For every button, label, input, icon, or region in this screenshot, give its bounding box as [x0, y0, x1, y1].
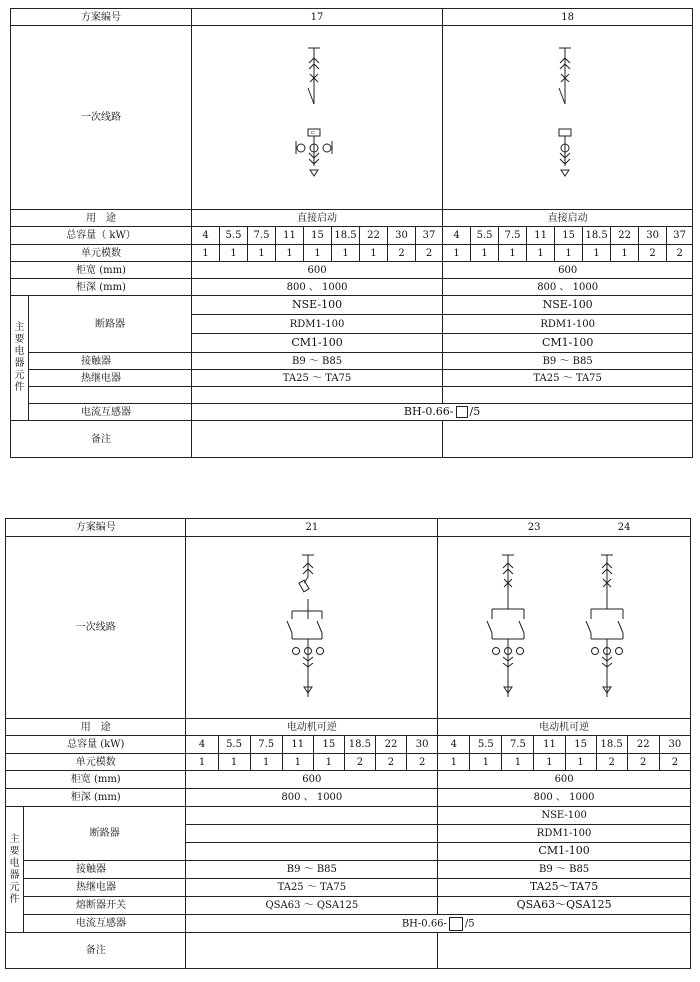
module-cell: 2: [407, 754, 438, 771]
thermal-relay-21: TA25 ～ TA75: [186, 879, 438, 897]
thermal-relay-label: 热继电器: [24, 879, 186, 897]
module-cell: 1: [438, 754, 470, 771]
capacity-cell: 5.5: [471, 227, 499, 245]
modules-label: 单元模数: [6, 754, 186, 771]
module-cell: 1: [534, 754, 565, 771]
circuit-diagram-17: [192, 26, 443, 210]
cabinet-depth-23-24: 800 、 1000: [438, 789, 691, 807]
breaker-21-empty: [186, 825, 438, 843]
module-cell: 1: [332, 245, 360, 262]
use-value-17: 直接启动: [192, 210, 443, 227]
capacity-cell: 22: [360, 227, 388, 245]
module-cell: 1: [527, 245, 555, 262]
module-cell: 2: [596, 754, 627, 771]
breaker-23-24-cm: CM1-100: [438, 843, 691, 861]
module-cell: 1: [470, 754, 502, 771]
breaker-17-nse: NSE-100: [192, 296, 443, 315]
modules-label: 单元模数: [11, 245, 192, 262]
contactor-18: B9 ～ B85: [443, 353, 693, 370]
module-cell: 1: [583, 245, 611, 262]
capacity-cell: 30: [639, 227, 667, 245]
blank-box-icon: [449, 917, 463, 931]
cabinet-width-label: 柜宽 (mm): [11, 262, 192, 279]
current-transformer-value: BH-0.66- /5: [192, 404, 693, 421]
module-cell: 1: [471, 245, 499, 262]
current-transformer-label: 电流互感器: [24, 915, 186, 933]
capacity-cell: 11: [282, 736, 313, 754]
capacity-cell: 5.5: [470, 736, 502, 754]
scheme-number-18: 18: [443, 9, 693, 26]
capacity-label: 总容量 (kW): [6, 736, 186, 754]
circuit-diagram-23-24-drawing: [438, 537, 690, 718]
blank-box-icon: [456, 406, 468, 418]
capacity-cell: 5.5: [218, 736, 250, 754]
contactor-17: B9 ～ B85: [192, 353, 443, 370]
use-value-18: 直接启动: [443, 210, 693, 227]
remarks-label: 备注: [6, 933, 186, 969]
empty-cell: [192, 387, 443, 404]
module-cell: 1: [248, 245, 276, 262]
module-cell: 2: [659, 754, 690, 771]
contactor-21: B9 ～ B85: [186, 861, 438, 879]
capacity-cell: 11: [534, 736, 565, 754]
thermal-relay-17: TA25 ～ TA75: [192, 370, 443, 387]
capacity-cell: 22: [611, 227, 639, 245]
thermal-relay-label: 热继电器: [29, 370, 192, 387]
module-cell: 1: [443, 245, 471, 262]
capacity-cell: 7.5: [499, 227, 527, 245]
capacity-label: 总容量（ kW）: [11, 227, 192, 245]
breaker-label: 断路器: [29, 296, 192, 353]
capacity-cell: 30: [388, 227, 416, 245]
module-cell: 1: [186, 754, 218, 771]
fuse-switch-23-24: QSA63～QSA125: [438, 897, 691, 915]
remarks-18: [443, 421, 693, 458]
cabinet-depth-21: 800 、 1000: [186, 789, 438, 807]
scheme-table-2: [5, 518, 691, 969]
capacity-cell: 15: [313, 736, 344, 754]
scheme-number-21: 21: [186, 519, 438, 537]
capacity-cell: 22: [627, 736, 659, 754]
use-label: 用 途: [6, 719, 186, 736]
empty-label-cell: [29, 387, 192, 404]
capacity-cell: 4: [443, 227, 471, 245]
module-cell: 1: [250, 754, 282, 771]
module-cell: 2: [388, 245, 416, 262]
capacity-cell: 22: [375, 736, 406, 754]
primary-circuit-label: 一次线路: [6, 537, 186, 719]
cabinet-depth-label: 柜深 (mm): [11, 279, 192, 296]
empty-cell: [443, 387, 693, 404]
scheme-number-23: 23: [527, 522, 541, 533]
cabinet-width-18: 600: [443, 262, 693, 279]
capacity-cell: 5.5: [220, 227, 248, 245]
remarks-label: 备注: [11, 421, 192, 458]
current-transformer-value: BH-0.66- /5: [186, 915, 691, 933]
capacity-cell: 18.5: [332, 227, 360, 245]
capacity-cell: 37: [416, 227, 443, 245]
module-cell: 1: [192, 245, 220, 262]
fuse-switch-21: QSA63 ～ QSA125: [186, 897, 438, 915]
breaker-21-empty: [186, 843, 438, 861]
breaker-18-cm: CM1-100: [443, 334, 693, 353]
main-components-label: 主要电器元件: [6, 807, 24, 933]
module-cell: 1: [220, 245, 248, 262]
scheme-table-1: [10, 8, 693, 458]
cabinet-width-17: 600: [192, 262, 443, 279]
capacity-cell: 18.5: [596, 736, 627, 754]
remarks-21: [186, 933, 438, 969]
use-label: 用 途: [11, 210, 192, 227]
scheme-number-label: 方案编号: [11, 9, 192, 26]
breaker-23-24-nse: NSE-100: [438, 807, 691, 825]
capacity-cell: 4: [438, 736, 470, 754]
module-cell: 2: [416, 245, 443, 262]
module-cell: 1: [313, 754, 344, 771]
module-cell: 1: [276, 245, 304, 262]
cabinet-depth-18: 800 、 1000: [443, 279, 693, 296]
scheme-number-label: 方案编号: [6, 519, 186, 537]
capacity-cell: 15: [565, 736, 596, 754]
thermal-relay-18: TA25 ～ TA75: [443, 370, 693, 387]
capacity-cell: 7.5: [502, 736, 534, 754]
breaker-18-nse: NSE-100: [443, 296, 693, 315]
breaker-18-rdm: RDM1-100: [443, 315, 693, 334]
capacity-cell: 11: [527, 227, 555, 245]
breaker-17-rdm: RDM1-100: [192, 315, 443, 334]
breaker-23-24-rdm: RDM1-100: [438, 825, 691, 843]
cabinet-depth-label: 柜深 (mm): [6, 789, 186, 807]
capacity-cell: 11: [276, 227, 304, 245]
cabinet-width-23-24: 600: [438, 771, 691, 789]
module-cell: 1: [555, 245, 583, 262]
module-cell: 2: [627, 754, 659, 771]
module-cell: 1: [565, 754, 596, 771]
contactor-label: 接触器: [29, 353, 192, 370]
cabinet-width-label: 柜宽 (mm): [6, 771, 186, 789]
svg-text:⊏: ⊏: [311, 130, 316, 136]
contactor-23-24: B9 ～ B85: [438, 861, 691, 879]
current-transformer-label: 电流互感器: [29, 404, 192, 421]
thermal-relay-23-24: TA25～TA75: [438, 879, 691, 897]
circuit-diagram-18-drawing: [443, 26, 691, 209]
capacity-cell: 4: [186, 736, 218, 754]
circuit-diagram-18: [443, 26, 693, 210]
module-cell: 1: [611, 245, 639, 262]
cabinet-width-21: 600: [186, 771, 438, 789]
module-cell: 1: [360, 245, 388, 262]
capacity-cell: 30: [659, 736, 690, 754]
module-cell: 1: [499, 245, 527, 262]
module-cell: 2: [375, 754, 406, 771]
use-value-21: 电动机可逆: [186, 719, 438, 736]
module-cell: 1: [304, 245, 332, 262]
module-cell: 1: [282, 754, 313, 771]
scheme-number-23-24: [438, 519, 691, 537]
capacity-cell: 30: [407, 736, 438, 754]
scheme-number-17: 17: [192, 9, 443, 26]
breaker-21-empty: [186, 807, 438, 825]
fuse-switch-label: 熔断器开关: [24, 897, 186, 915]
module-cell: 2: [667, 245, 693, 262]
main-components-label: 主要电器元件: [11, 296, 29, 421]
module-cell: 2: [639, 245, 667, 262]
breaker-label: 断路器: [24, 807, 186, 861]
primary-circuit-label: 一次线路: [11, 26, 192, 210]
remarks-23-24: [438, 933, 691, 969]
use-value-23-24: 电动机可逆: [438, 719, 691, 736]
capacity-cell: 15: [555, 227, 583, 245]
cabinet-depth-17: 800 、 1000: [192, 279, 443, 296]
circuit-diagram-21-drawing: [186, 537, 437, 718]
capacity-cell: 18.5: [583, 227, 611, 245]
capacity-cell: 37: [667, 227, 693, 245]
breaker-17-cm: CM1-100: [192, 334, 443, 353]
circuit-diagram-21: [186, 537, 438, 719]
capacity-cell: 18.5: [344, 736, 375, 754]
capacity-cell: 15: [304, 227, 332, 245]
capacity-cell: 4: [192, 227, 220, 245]
scheme-number-24: 24: [617, 522, 631, 533]
capacity-cell: 7.5: [250, 736, 282, 754]
capacity-cell: 7.5: [248, 227, 276, 245]
contactor-label: 接触器: [24, 861, 186, 879]
remarks-17: [192, 421, 443, 458]
module-cell: 1: [218, 754, 250, 771]
circuit-diagram-17-drawing: [192, 26, 443, 209]
module-cell: 2: [344, 754, 375, 771]
module-cell: 1: [502, 754, 534, 771]
circuit-diagram-23-24: [438, 537, 691, 719]
